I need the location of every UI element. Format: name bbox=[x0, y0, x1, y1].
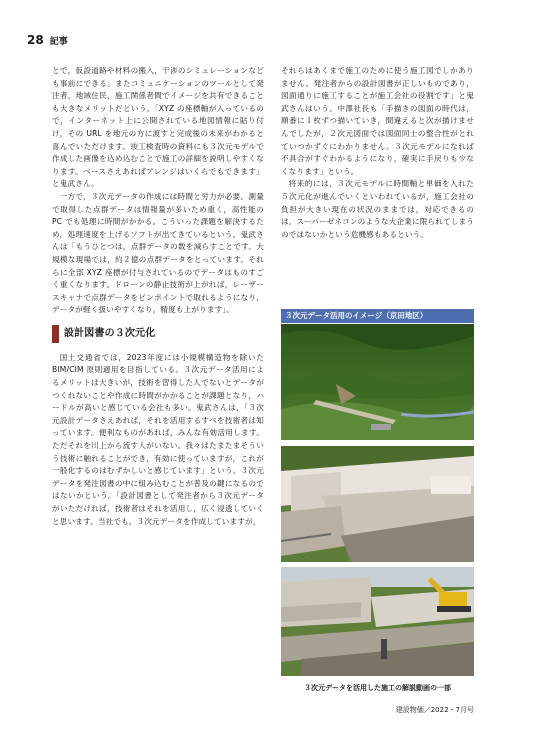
aerial-site-image bbox=[281, 324, 474, 440]
page-footer: 建設物価／2022・7月号 bbox=[395, 706, 474, 714]
left-paragraph-1: とで，仮設道路や材料の搬入，干渉のシミュレーションなども事前にできる。またコミュニケーションのツールとして発注者，地域住民，施工関係者間でイメージを共有できることも大きなメリットだという。「XYZ の座標軸が入っているので，インターネット上に公開されている地図情報に貼り付け，その URL を地元の方に渡すと完成後の未来がわかると喜んでいただけます。竣工検査時の資料にも３次元モデルで作成した画像を込め込むことで施工の詳細を説明しやすくなります。ベースさえあればアレンジはいくらでもできます」と鬼武さん。 bbox=[52, 66, 264, 189]
figure-caption-band: ３次元データ活用のイメージ（京田地区） bbox=[281, 309, 474, 323]
right-paragraph-2: 将来的には，３次元モデルに時間軸と単価を入れた５次元化が進んでいくといわれているが，施工会社の負担が大きい現在の状況のままでは，対応できるのは，スーパーゼネコンのような大企業に限られてしまうのではないかという危機感もあるという。 bbox=[281, 179, 474, 239]
section-heading bbox=[52, 325, 264, 343]
right-column bbox=[281, 65, 474, 241]
section-label: 記事 bbox=[49, 37, 68, 47]
3d-wall-model-image bbox=[281, 446, 474, 562]
left-paragraph-2: 一方で，３次元データの作成には時間と労力が必要。測量で取得した点群データは情報量が多いため重く，高性能の PC でも処理に時間がかかる。こういった課題を解決するため，処理速度を上げるソフトが出てきているという。鬼武さんは「もうひとつは，点群データの数を減らすことです。大規模な現場では，約２億の点群データをとっています。それらに全部 XYZ 座標が付与されているのでデータはものすごく重くなります。ドローンの静止技術が上がれば，レーザースキャナで点群データをピンポイントで取れるようになり，データが軽く扱いやすくなり，精度も上がります」。 bbox=[52, 191, 264, 315]
page-header bbox=[27, 33, 68, 47]
left-paragraph-3: 国土交通省では，2023年度には小規模構造物を除いた BIM/CIM 原則適用を目指している。３次元データ活用によるメリットは大きいが，技術を習得した人でないとデータがつくれないことや作成に時間がかかることが課題となり，ハードルが高いと感じている会社も多い。鬼武さんは，「３次元設計データさえあれば，それを活用するすべを技術者は知っています。便利なものがあれば，みんな有効活用します。ただそれを川上から流す人がいない。我々はたまたまそういう技術に触れることができ，有効に使っていますが，これが一般化するのはむずかしいと感じています」という。３次元データを発注図書の中に組み込むことが普及の鍵になるのではないかという。「設計図書として発注者から３次元データがいただければ，技術者はそれを活用し，広く浸透していくと思います。当社でも，３次元データを作成していますが， bbox=[52, 352, 264, 526]
section-heading-text: 設計図書の３次元化 bbox=[64, 327, 156, 339]
left-column bbox=[52, 65, 264, 528]
figure-caption: ３次元データを活用した施工の解説動画の一部 bbox=[304, 684, 451, 692]
heading-bar bbox=[52, 325, 59, 343]
right-paragraph-1: それらはあくまで施工のために使う施工図でしかありません。発注者からの設計図書が正しいものであり，図面通りに施工することが施工会社の役割です」と鬼武さんはいう。中澤社長も「手描きの図面の時代は，順番に１枚ずつ描いていき，間違えると次が描けませんでしたが，２次元図面では図面同士の整合性がとれていつかずぐにわかりません。３次元モデルになれば不具合がすぐわかるようになり，確実に手戻りも少なくなります」という。 bbox=[281, 66, 474, 176]
page-number: 28 bbox=[27, 33, 44, 47]
construction-animation-image bbox=[281, 567, 474, 676]
